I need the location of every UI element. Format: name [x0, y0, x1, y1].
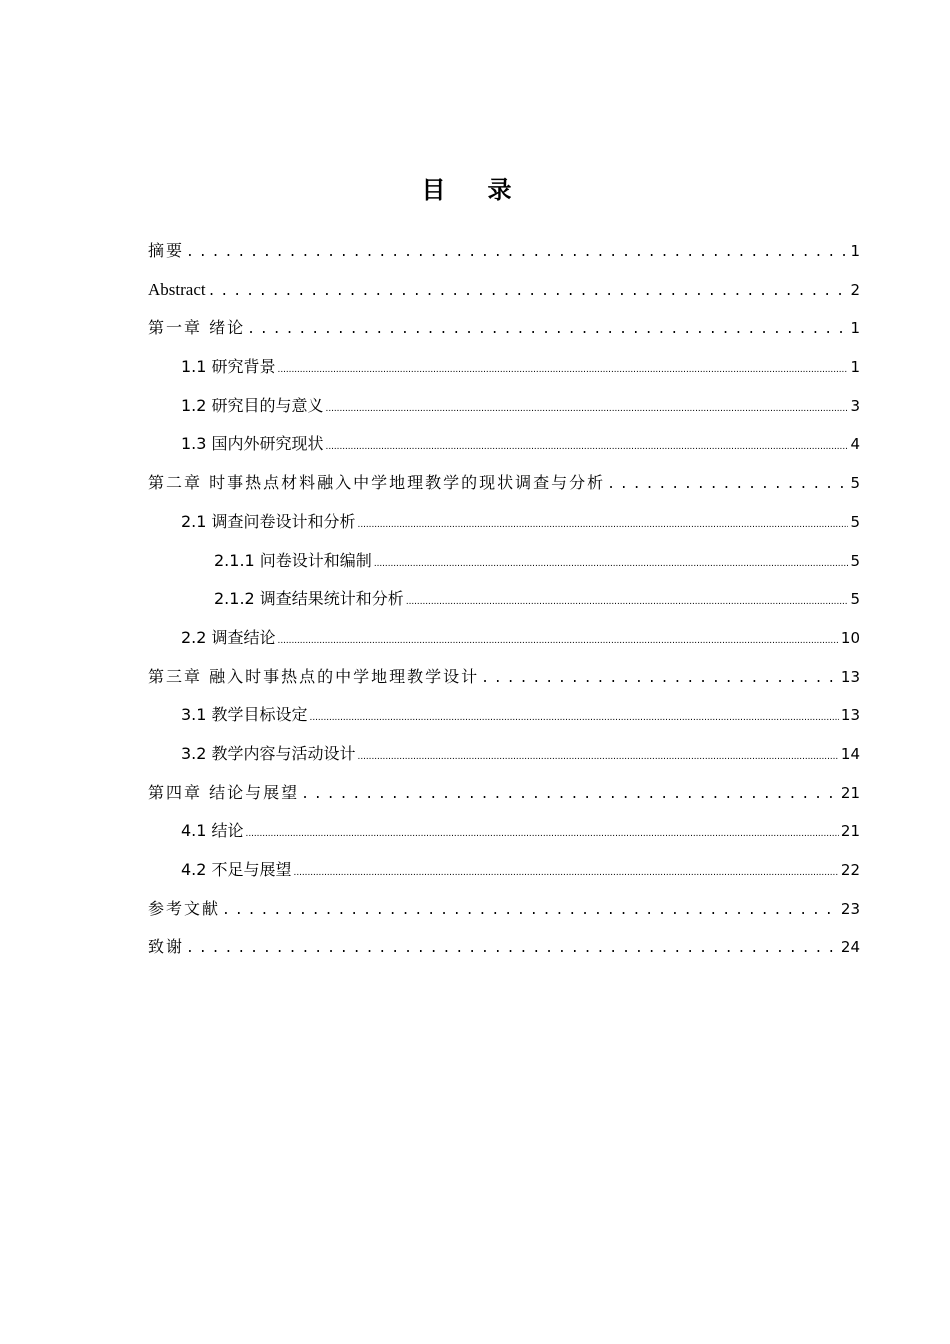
- dot-leader: [358, 738, 839, 777]
- toc-entry[interactable]: [148, 619, 860, 658]
- toc-entry[interactable]: [148, 696, 860, 735]
- toc-entry[interactable]: [148, 812, 860, 851]
- toc-entry-label: 第二章 时事热点材料融入中学地理教学的现状调查与分析: [148, 473, 606, 493]
- toc-entry-page-number: 14: [840, 744, 860, 763]
- toc-entry-label: 2.1.2 调查结果统计和分析: [214, 589, 404, 609]
- toc-entry-label: 参考文献: [148, 898, 221, 918]
- toc-entry-label: 第四章 结论与展望: [148, 782, 300, 802]
- toc-entry[interactable]: [148, 348, 860, 387]
- dot-leader: [310, 699, 839, 738]
- toc-entry-page-number: 5: [850, 551, 860, 570]
- toc-entry-label: 2.1 调查问卷设计和分析: [181, 511, 356, 531]
- toc-entry-label: 致谢: [148, 937, 185, 957]
- toc-entry-label: 3.2 教学内容与活动设计: [181, 743, 356, 763]
- dot-leader: [246, 815, 839, 854]
- dot-leader: [186, 234, 848, 273]
- toc-entry-page-number: 21: [840, 822, 860, 841]
- dot-leader: [326, 428, 849, 467]
- toc-entry[interactable]: [148, 425, 860, 464]
- toc-entry[interactable]: [148, 580, 860, 619]
- toc-entry-label: 第三章 融入时事热点的中学地理教学设计: [148, 666, 480, 686]
- toc-title: 目录: [421, 176, 554, 204]
- dot-leader: [358, 506, 849, 545]
- dot-leader: [247, 311, 848, 350]
- toc-entry-page-number: 1: [850, 319, 860, 338]
- toc-entry-label: 第一章 绪论: [148, 318, 246, 338]
- toc-entry-label: 1.3 国内外研究现状: [181, 434, 324, 454]
- toc-entry-page-number: 5: [850, 590, 860, 609]
- toc-entry[interactable]: [148, 890, 860, 929]
- toc-entry[interactable]: [148, 658, 860, 697]
- toc-entry-page-number: 21: [840, 783, 860, 802]
- toc-entry-page-number: 2: [850, 280, 860, 299]
- toc-entry-page-number: 13: [840, 667, 860, 686]
- toc-entry-page-number: 5: [850, 512, 860, 531]
- dot-leader: [278, 351, 849, 390]
- toc-entry[interactable]: [148, 232, 860, 271]
- toc-entry-page-number: 3: [850, 396, 860, 415]
- toc-entry-label: 摘要: [148, 241, 185, 260]
- toc-entry-page-number: 5: [850, 474, 860, 493]
- toc-entry[interactable]: [148, 387, 860, 426]
- toc-entry[interactable]: [148, 851, 860, 890]
- toc-entry-page-number: 10: [840, 628, 860, 647]
- toc-entry-page-number: 24: [840, 938, 860, 957]
- dot-leader: [481, 660, 839, 699]
- dot-leader: [222, 892, 839, 931]
- toc-entry-label: 2.1.1 问卷设计和编制: [214, 550, 372, 570]
- toc-entry-label: 1.2 研究目的与意义: [181, 395, 324, 415]
- toc-entry-label: 3.1 教学目标设定: [181, 705, 308, 725]
- toc-entry[interactable]: [148, 774, 860, 813]
- dot-leader: [301, 776, 839, 815]
- toc-entry-page-number: 23: [840, 899, 860, 918]
- toc-entry[interactable]: [148, 928, 860, 967]
- toc-entry[interactable]: [148, 271, 860, 310]
- toc-entry[interactable]: [148, 464, 860, 503]
- dot-leader: [406, 583, 849, 622]
- dot-leader: [278, 622, 839, 661]
- table-of-contents: [148, 232, 860, 967]
- toc-entry-page-number: 13: [840, 706, 860, 725]
- toc-entry-label: 4.2 不足与展望: [181, 860, 292, 879]
- toc-entry-page-number: 1: [850, 242, 860, 260]
- dot-leader: [294, 854, 839, 893]
- dot-leader: [208, 273, 849, 312]
- toc-entry[interactable]: [148, 503, 860, 542]
- toc-entry[interactable]: [148, 542, 860, 581]
- dot-leader: [607, 466, 848, 505]
- toc-entry[interactable]: [148, 735, 860, 774]
- dot-leader: [374, 545, 849, 584]
- toc-entry-label: 2.2 调查结论: [181, 627, 276, 647]
- toc-entry-label: Abstract: [148, 279, 206, 299]
- dot-leader: [186, 930, 839, 969]
- dot-leader: [326, 390, 849, 429]
- toc-entry[interactable]: [148, 309, 860, 348]
- toc-entry-label: 1.1 研究背景: [181, 357, 276, 377]
- toc-entry-page-number: 22: [840, 861, 860, 879]
- toc-entry-label: 4.1 结论: [181, 821, 244, 841]
- toc-entry-page-number: 1: [850, 358, 860, 377]
- toc-entry-page-number: 4: [850, 435, 860, 454]
